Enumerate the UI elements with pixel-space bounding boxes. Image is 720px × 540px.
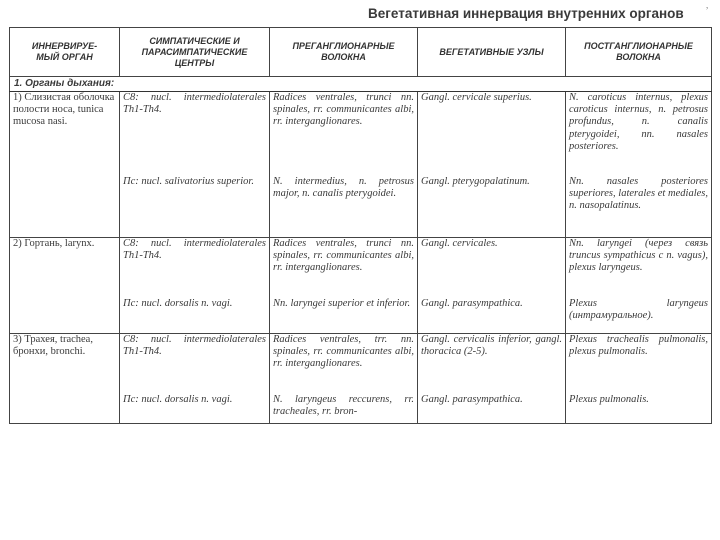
organ-cell: 3) Трахея, trachea, бронхи, bronchi. <box>10 334 120 424</box>
header-centers <box>120 28 270 77</box>
para-post-cell: Nn. nasales posteriores superiores, laterales et mediales, n. nasopalatinus. <box>566 176 712 238</box>
table-row <box>10 238 712 298</box>
header-organ-label: ИННЕРВИРУЕ- МЫЙ ОРГАН <box>31 41 98 62</box>
corner-mark: , <box>706 0 709 10</box>
table-row <box>10 334 712 394</box>
table-row <box>10 92 712 176</box>
para-center-cell: Пс: nucl. salivatorius superior. <box>120 176 270 238</box>
para-post-cell: Plexus pulmonalis. <box>566 394 712 424</box>
sym-fibers-cell: Radices ventrales, trunci nn. spinales, rr. communicantes albi, rr. interganglionares. <box>270 92 418 176</box>
header-organ <box>10 28 120 77</box>
para-fibers-cell: Nn. laryngei superior et inferior. <box>270 298 418 334</box>
sym-center-cell: C8: nucl. intermediolaterales Th1-Th4. <box>120 334 270 394</box>
para-center-cell: Пс: nucl. dorsalis n. vagi. <box>120 394 270 424</box>
para-fibers-cell: N. intermedius, n. petrosus major, n. canalis pterygoidei. <box>270 176 418 238</box>
sym-ganglia-cell: Gangl. cervicalis inferior, gangl. thoracica (2-5). <box>418 334 566 394</box>
sym-center-cell: C8: nucl. intermediolaterales Th1-Th4. <box>120 238 270 298</box>
para-center-cell: Пс: nucl. dorsalis n. vagi. <box>120 298 270 334</box>
sym-post-cell: N. caroticus internus, plexus caroticus internus, n. petrosus profundus, n. canalis pterygoidei, nn. nasales posteriores. <box>566 92 712 176</box>
para-post-cell: Plexus laryngeus (интрамуральное). <box>566 298 712 334</box>
innervation-table <box>9 27 712 424</box>
sym-ganglia-cell: Gangl. cervicale superius. <box>418 92 566 176</box>
para-ganglia-cell: Gangl. parasympathica. <box>418 394 566 424</box>
organ-cell: 1) Слизистая оболочка полости носа, tunica mucosa nasi. <box>10 92 120 238</box>
header-preganglionic <box>270 28 418 77</box>
sym-post-cell: Plexus trachealis pulmonalis, plexus pulmonalis. <box>566 334 712 394</box>
sym-fibers-cell: Radices ventrales, trr. nn. spinales, rr. communicantes albi, rr. interganglionares. <box>270 334 418 394</box>
sym-post-cell: Nn. laryngei (через связь truncus sympathicus с n. vagus), plexus laryngeus. <box>566 238 712 298</box>
header-postganglionic <box>566 28 712 77</box>
header-ganglia <box>418 28 566 77</box>
sym-fibers-cell: Radices ventrales, trunci nn. spinales, rr. communicantes albi, rr. interganglionares. <box>270 238 418 298</box>
sym-center-cell: C8: nucl. intermediolaterales Th1-Th4. <box>120 92 270 176</box>
header-centers-label: СИМПАТИЧЕСКИЕ И ПАРАСИМПАТИЧЕСКИЕ ЦЕНТРЫ <box>141 35 248 68</box>
section-title: 1. Органы дыхания: <box>10 77 712 92</box>
header-row <box>10 28 712 77</box>
sym-ganglia-cell: Gangl. cervicales. <box>418 238 566 298</box>
para-ganglia-cell: Gangl. parasympathica. <box>418 298 566 334</box>
section-row <box>10 77 712 92</box>
page-title: Вегетативная иннервация внутренних органов <box>368 6 684 21</box>
organ-cell: 2) Гортань, larynx. <box>10 238 120 334</box>
header-postganglionic-label: ПОСТГАНГЛИОНАРНЫЕ ВОЛОКНА <box>584 41 693 62</box>
header-ganglia-label: ВЕГЕТАТИВНЫЕ УЗЛЫ <box>439 46 544 57</box>
header-preganglionic-label: ПРЕГАНГЛИОНАРНЫЕ ВОЛОКНА <box>292 41 395 62</box>
para-ganglia-cell: Gangl. pterygopalatinum. <box>418 176 566 238</box>
para-fibers-cell: N. laryngeus reccurens, rr. tracheales, rr. bron- <box>270 394 418 424</box>
